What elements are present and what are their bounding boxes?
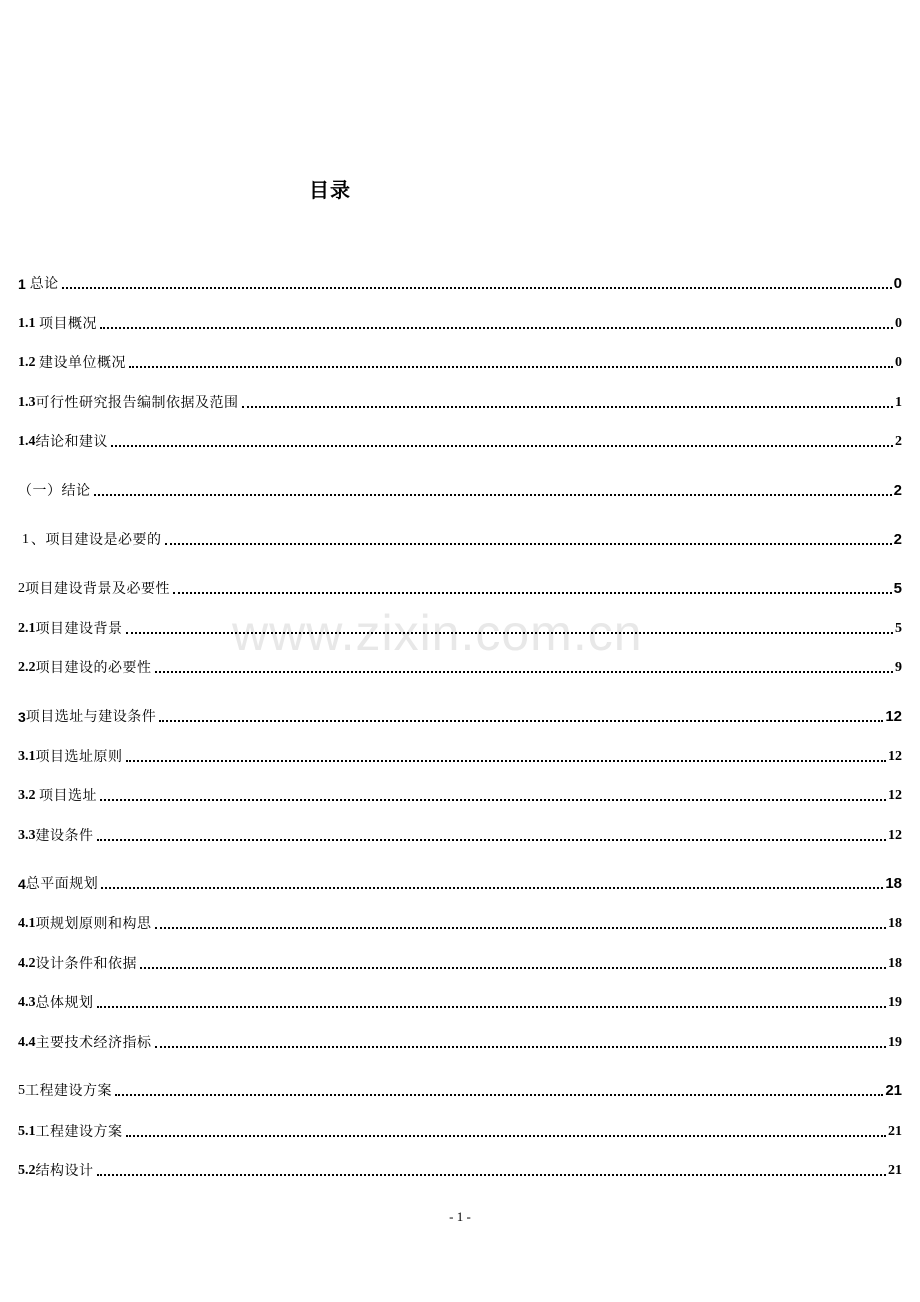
toc-leader: [155, 1046, 887, 1048]
toc-leader: [140, 967, 886, 969]
toc-entry[interactable]: [18, 313, 902, 335]
toc-leader: [126, 632, 894, 634]
toc-leader: [126, 1135, 887, 1137]
toc-entry-title: 总论: [29, 276, 59, 292]
toc-entry[interactable]: [18, 873, 902, 895]
toc-entry[interactable]: [18, 529, 902, 551]
page-title: 目录: [309, 178, 351, 202]
toc-entry-page: 18: [888, 956, 902, 971]
toc-entry-title: 项目建设背景: [35, 621, 123, 637]
toc-entry[interactable]: [18, 1032, 902, 1054]
toc-entry-page: 0: [895, 316, 902, 331]
toc-entry-number: 4.2: [18, 956, 36, 971]
toc-entry[interactable]: [18, 618, 902, 640]
toc-leader: [155, 927, 887, 929]
toc-entry-title: 建设单位概况: [39, 355, 126, 371]
toc-entry-number: 4.4: [18, 1035, 36, 1050]
toc-entry-page: 18: [888, 916, 902, 931]
toc-entry-page: 1: [895, 395, 902, 410]
toc-entry-number: 3.1: [18, 749, 36, 764]
toc-entry-title: 建设条件: [35, 828, 94, 844]
toc-entry-title: 工程建设方案: [35, 1124, 123, 1140]
toc-entry-page: 19: [888, 1035, 902, 1050]
toc-entry[interactable]: [18, 913, 902, 935]
toc-entry-title: 总体规划: [35, 995, 94, 1011]
toc-leader: [173, 592, 892, 594]
toc-entry-page: 2: [893, 531, 902, 548]
toc-leader: [129, 366, 893, 368]
toc-entry[interactable]: [18, 657, 902, 679]
toc-leader: [94, 494, 892, 496]
toc-entry-number: 1.1: [18, 316, 39, 331]
toc-leader: [97, 1174, 887, 1176]
toc-entry[interactable]: [18, 825, 902, 847]
toc-entry-page: 12: [888, 788, 902, 803]
toc-entry-page: 5: [893, 580, 902, 597]
toc-entry-number: 2.2: [18, 660, 36, 675]
toc-entry-number: 5: [18, 1083, 25, 1098]
toc-leader: [97, 839, 887, 841]
toc-entry-page: 21: [888, 1163, 902, 1178]
toc-entry-page: 21: [888, 1124, 902, 1139]
toc-leader: [165, 543, 892, 545]
toc-entry-page: 9: [895, 660, 902, 675]
toc-entry-page: 12: [888, 749, 902, 764]
toc-entry-page: 18: [885, 875, 902, 892]
toc-entry[interactable]: [18, 706, 902, 728]
toc-entry-page: 0: [893, 275, 902, 292]
toc-leader: [159, 720, 883, 722]
toc-leader: [242, 406, 894, 408]
toc-entry-title: 设计条件和依据: [35, 956, 137, 972]
toc-entry-title: 项目选址原则: [35, 749, 123, 765]
toc-entry-title: 结论和建议: [35, 434, 108, 450]
toc-entry-number: 1: [18, 276, 30, 292]
toc-entry[interactable]: [18, 352, 902, 374]
toc-leader: [111, 445, 893, 447]
toc-entry-number: 1.4: [18, 434, 36, 449]
toc-entry[interactable]: [18, 1121, 902, 1143]
toc-entry-title: 项目建设的必要性: [35, 660, 152, 676]
toc-entry-title: 总平面规划: [25, 876, 99, 892]
toc-leader: [126, 760, 887, 762]
page-number-footer: - 1 -: [449, 1209, 471, 1224]
toc-entry[interactable]: [18, 1080, 902, 1102]
toc-entry-title: 项规划原则和构思: [35, 916, 152, 932]
toc-entry-page: 5: [895, 621, 902, 636]
toc-entry-page: 12: [885, 708, 902, 725]
toc-entry-number: 4: [18, 876, 26, 892]
toc-entry-title: 项目选址: [39, 788, 97, 804]
toc-entry-title: 项目选址与建设条件: [25, 709, 157, 725]
toc-entry-page: 12: [888, 828, 902, 843]
toc-entry-title: 项目建设背景及必要性: [25, 581, 170, 597]
toc-entry-title: 结构设计: [35, 1163, 94, 1179]
toc-entry-title: （一）结论: [18, 483, 91, 499]
toc-leader: [100, 799, 886, 801]
toc-entry-title: 可行性研究报告编制依据及范围: [35, 395, 239, 411]
toc-entry[interactable]: [18, 953, 902, 975]
toc-entry[interactable]: [18, 992, 902, 1014]
toc-entry-number: 3.2: [18, 788, 39, 803]
toc-entry-number: 4.3: [18, 995, 36, 1010]
toc-leader: [101, 887, 883, 889]
toc-leader: [115, 1094, 883, 1096]
toc-entry-number: 3.3: [18, 828, 36, 843]
toc-entry-number: 4.1: [18, 916, 36, 931]
toc-entry[interactable]: [18, 746, 902, 768]
toc-leader: [155, 671, 894, 673]
toc-entry[interactable]: [18, 273, 902, 295]
toc-entry-title: 工程建设方案: [25, 1083, 112, 1099]
toc-entry-number: 5.2: [18, 1163, 36, 1178]
toc-entry-number: 2: [18, 581, 25, 596]
toc-entry[interactable]: [18, 431, 902, 453]
toc-entry[interactable]: [18, 392, 902, 414]
toc-entry-number: 1.2: [18, 355, 39, 370]
toc-leader: [97, 1006, 887, 1008]
toc-entry[interactable]: [18, 578, 902, 600]
toc-entry-number: 1: [22, 532, 29, 547]
toc-entry-number: 5.1: [18, 1124, 36, 1139]
watermark: www.zixin.com.cn: [232, 605, 643, 661]
toc-entry[interactable]: [18, 785, 902, 807]
toc-leader: [62, 287, 892, 289]
toc-entry-title: 主要技术经济指标: [35, 1035, 152, 1051]
toc-entry-page: 19: [888, 995, 902, 1010]
toc-entry-number: 1.3: [18, 395, 36, 410]
toc-entry[interactable]: [18, 480, 902, 502]
toc-entry-page: 21: [885, 1082, 902, 1099]
toc-entry-page: 2: [893, 482, 902, 499]
toc-entry[interactable]: [18, 1160, 902, 1182]
toc-entry-number: 2.1: [18, 621, 36, 636]
toc-entry-page: 0: [895, 355, 902, 370]
toc-leader: [100, 327, 893, 329]
toc-entry-title: 项目概况: [39, 316, 97, 332]
toc-entry-title: 、项目建设是必要的: [31, 532, 162, 548]
toc-entry-number: 3: [18, 709, 26, 725]
toc-entry-page: 2: [895, 434, 902, 449]
